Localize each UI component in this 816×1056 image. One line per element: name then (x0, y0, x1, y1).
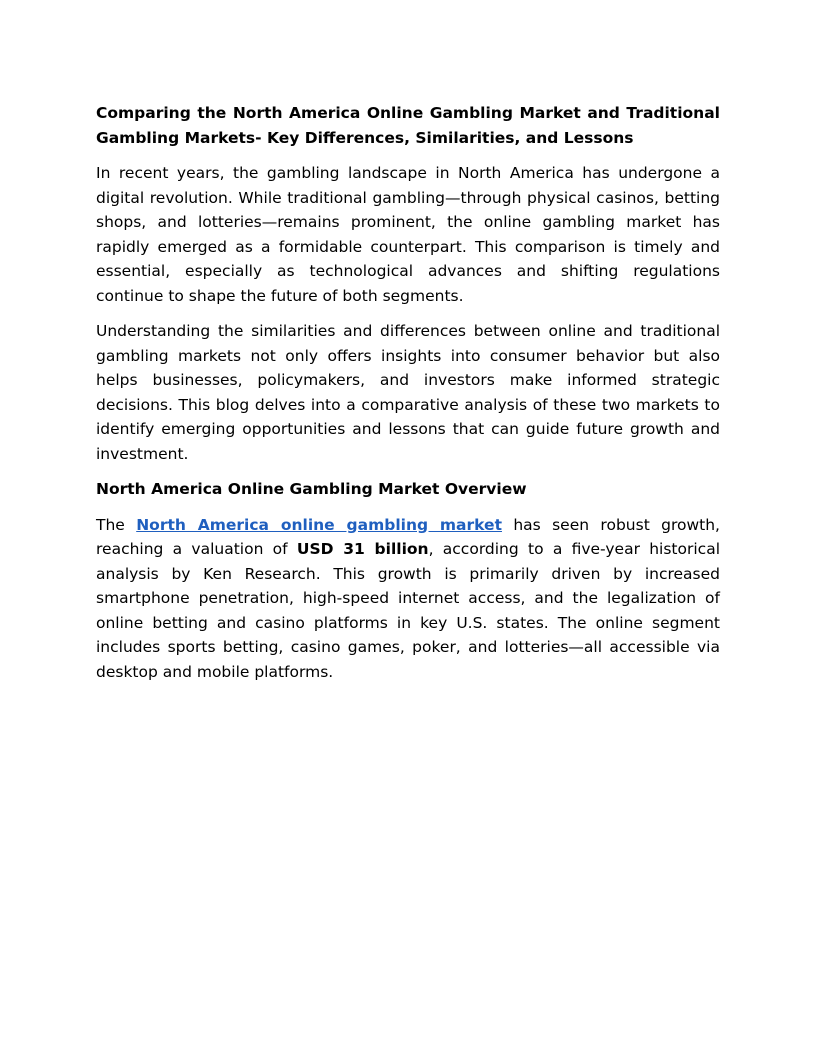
overview-paragraph (96, 513, 720, 685)
document-body (96, 101, 720, 695)
context-paragraph: Understanding the similarities and differences between online and traditional gambling markets not only offers insights into consumer behavior but also helps businesses, policymakers, and investors make informed strategic decisions. This blog delves into a comparative analysis of these two markets to identify emerging opportunities and lessons that can guide future growth and investment. (96, 322, 720, 463)
overview-after-link: has seen robust growth, reaching a valuation of (96, 515, 720, 558)
market-link[interactable]: North America online gambling market (136, 515, 502, 534)
intro-paragraph: In recent years, the gambling landscape in North America has undergone a digital revolution. While traditional gambling—through physical casinos, betting shops, and lotteries—remains prominent, the online gambling market has rapidly emerged as a formidable counterpart. This comparison is timely and essential, especially as technological advances and shifting regulations continue to shape the future of both segments. (96, 164, 720, 305)
overview-rest: , according to a five-year historical analysis by Ken Research. This growth is primarily driven by increased smartphone penetration, high-speed internet access, and the legalization of online betting and casino platforms in key U.S. states. The online segment includes sports betting, casino games, poker, and lotteries—all accessible via desktop and mobile platforms. (96, 540, 720, 681)
page-title: Comparing the North America Online Gambling Market and Traditional Gambling Markets- Key Differences, Similarities, and Lessons (96, 104, 720, 147)
valuation-value: USD 31 billion (296, 540, 429, 558)
section-heading: North America Online Gambling Market Overview (96, 480, 527, 498)
overview-intro: The (96, 515, 137, 534)
